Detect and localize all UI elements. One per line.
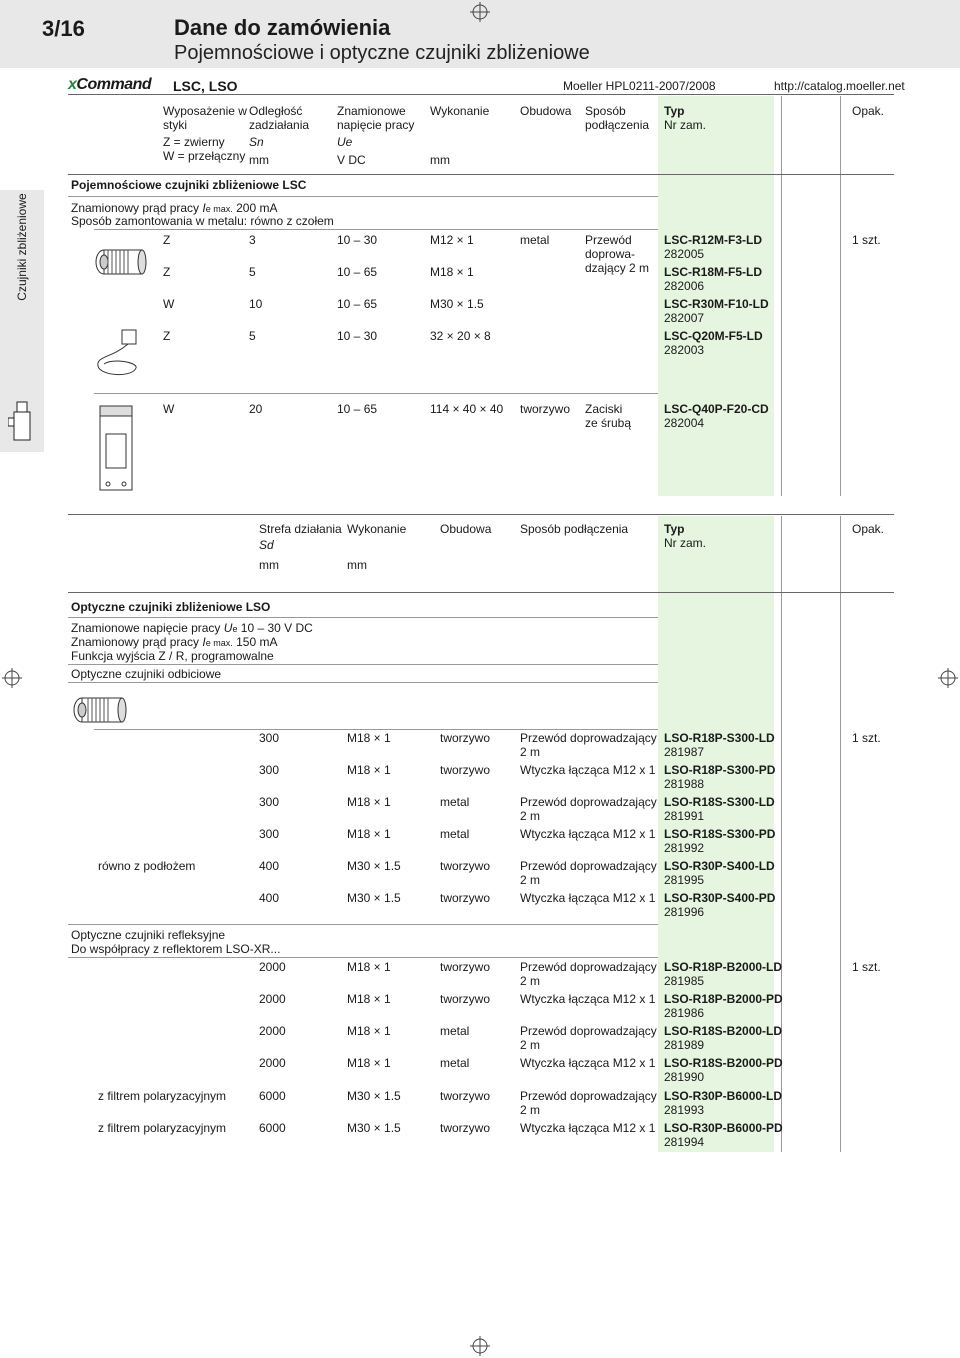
table-cell: tworzywo: [440, 891, 491, 905]
table-cell: W: [163, 297, 175, 311]
series-name: LSC, LSO: [173, 78, 238, 94]
type-code[interactable]: LSO-R30P-B6000-LD 281993: [664, 1089, 783, 1117]
table-cell: 300: [259, 827, 280, 841]
lso-header-connection: Sposób podłączenia: [520, 522, 629, 536]
divider: [94, 393, 658, 394]
table-cell: M30 × 1.5: [347, 891, 401, 905]
table-cell: tworzywo: [440, 763, 491, 777]
table-cell: M30 × 1.5: [347, 859, 401, 873]
divider: [68, 514, 894, 515]
table-cell: 6000: [259, 1121, 286, 1135]
table-cell: M12 × 1: [430, 233, 474, 247]
lso-header-range: Strefa działania Sd mm: [259, 522, 342, 572]
table-cell: 10 – 65: [337, 265, 378, 279]
optical-sensor-icon: [70, 688, 134, 728]
lsc-header-design: Wykonanie mm: [430, 104, 490, 167]
table-cell: 10 – 30: [337, 329, 378, 343]
table-cell: metal: [440, 827, 470, 841]
table-cell: metal: [440, 1024, 470, 1038]
table-cell: 10 – 65: [337, 297, 378, 311]
table-cell: tworzywo: [440, 992, 491, 1006]
lsc-rated-current: Znamionowy prąd pracy Ie max. 200 mA: [71, 201, 278, 215]
type-code[interactable]: LSO-R18P-B2000-LD 281985: [664, 960, 783, 988]
table-cell: 2000: [259, 1024, 286, 1038]
table-cell: M30 × 1.5: [347, 1089, 401, 1103]
registration-mark-icon: [938, 668, 958, 688]
page-title: Dane do zamówienia: [174, 15, 391, 40]
table-cell: Przewód doprowadzający 2 m: [520, 731, 657, 759]
table-cell: M18 × 1: [347, 992, 391, 1006]
table-cell: 400: [259, 891, 280, 905]
type-code[interactable]: LSO-R18S-S300-PD 281992: [664, 827, 776, 855]
divider: [68, 617, 658, 618]
table-cell: 114 × 40 × 40: [430, 402, 504, 416]
registration-mark-icon: [2, 668, 22, 688]
table-cell: metal: [520, 233, 550, 247]
type-code[interactable]: LSC-R12M-F3-LD 282005: [664, 233, 762, 261]
table-cell: Przewód doprowadzający 2 m: [520, 1024, 657, 1052]
table-cell: 20: [249, 402, 263, 416]
type-column-highlight: [658, 96, 774, 496]
lsc-header-contacts: Wyposażenie w styki Z = zwierny W = przełączny: [163, 104, 247, 163]
lsc-header-housing: Obudowa: [520, 104, 572, 118]
divider: [68, 664, 658, 665]
table-cell: Z: [163, 233, 171, 247]
table-cell: 2000: [259, 1056, 286, 1070]
table-cell: M30 × 1.5: [347, 1121, 401, 1135]
page-subtitle: Pojemnościowe i optyczne czujniki zbliżeniowe: [174, 42, 590, 64]
table-cell: Wtyczka łącząca M12 x 1: [520, 1056, 656, 1070]
registration-mark-icon: [470, 2, 490, 22]
lso-rated-current: Znamionowy prąd pracy Ie max. 150 mA: [71, 635, 278, 649]
table-cell: 6000: [259, 1089, 286, 1103]
table-cell: metal: [440, 1056, 470, 1070]
table-cell: Przewód doprowa- dzający 2 m: [585, 233, 650, 275]
catalog-reference: Moeller HPL0211-2007/2008: [563, 79, 716, 93]
lso-output-function: Funkcja wyjścia Z / R, programowalne: [71, 649, 274, 663]
lsc-header-type: Typ Nr zam.: [664, 104, 706, 132]
lso-rated-voltage: Znamionowe napięcie pracy Ue 10 – 30 V DC: [71, 621, 313, 635]
type-code[interactable]: LSO-R18P-B2000-PD 281986: [664, 992, 783, 1020]
table-cell: 10 – 65: [337, 402, 378, 416]
table-cell: 1 szt.: [852, 233, 881, 247]
table-cell: M18 × 1: [347, 795, 391, 809]
type-code[interactable]: LSC-Q20M-F5-LD 282003: [664, 329, 763, 357]
table-cell: 5: [249, 265, 256, 279]
table-cell: 5: [249, 329, 256, 343]
type-code[interactable]: LSO-R18P-S300-PD 281988: [664, 763, 776, 791]
table-cell: Przewód doprowadzający 2 m: [520, 1089, 657, 1117]
table-cell: metal: [440, 795, 470, 809]
type-code[interactable]: LSC-R18M-F5-LD 282006: [664, 265, 762, 293]
catalog-url[interactable]: http://catalog.moeller.net: [774, 79, 905, 93]
table-cell: Z: [163, 265, 171, 279]
type-code[interactable]: LSC-Q40P-F20-CD 282004: [664, 402, 769, 430]
side-tab-label: Czujniki zbliżeniowe: [15, 193, 29, 301]
table-cell: tworzywo: [440, 1121, 491, 1135]
table-cell: Wtyczka łącząca M12 x 1: [520, 827, 656, 841]
brand-logo: xCommand: [68, 76, 152, 93]
table-cell: M18 × 1: [347, 763, 391, 777]
table-cell: 1 szt.: [852, 960, 881, 974]
type-code[interactable]: LSO-R18S-B2000-PD 281990: [664, 1056, 783, 1084]
table-note: z filtrem polaryzacyjnym: [98, 1089, 227, 1103]
lsc-header-pack: Opak.: [852, 104, 885, 118]
type-code[interactable]: LSO-R18S-S300-LD 281991: [664, 795, 775, 823]
lso-header-housing: Obudowa: [440, 522, 492, 536]
divider: [68, 174, 894, 175]
lsc-mounting: Sposób zamontowania w metalu: równo z czołem: [71, 214, 334, 228]
table-cell: tworzywo: [440, 859, 491, 873]
lso-header-type: Typ Nr zam.: [664, 522, 706, 550]
table-cell: 300: [259, 763, 280, 777]
table-cell: tworzywo: [440, 1089, 491, 1103]
table-cell: Przewód doprowadzający 2 m: [520, 960, 657, 988]
divider: [68, 196, 658, 197]
lso-group-diffuse: Optyczne czujniki odbiciowe: [71, 667, 222, 681]
table-cell: 3: [249, 233, 256, 247]
limit-switch-icon: [8, 398, 36, 442]
table-cell: 10: [249, 297, 263, 311]
column-divider: [840, 516, 841, 1152]
table-cell: Wtyczka łącząca M12 x 1: [520, 763, 656, 777]
type-code[interactable]: LSC-R30M-F10-LD 282007: [664, 297, 769, 325]
lsc-header-connection: Sposób podłączenia: [585, 104, 650, 132]
lso-group-reflex: Optyczne czujniki refleksyjne Do współpracy z reflektorem LSO-XR...: [71, 928, 281, 956]
table-cell: Przewód doprowadzający 2 m: [520, 859, 657, 887]
table-cell: 10 – 30: [337, 233, 378, 247]
table-cell: 300: [259, 731, 280, 745]
lsc-section-title: Pojemnościowe czujniki zbliżeniowe LSC: [71, 178, 307, 192]
table-note: z filtrem polaryzacyjnym: [98, 1121, 227, 1135]
divider: [94, 729, 658, 730]
table-cell: 32 × 20 × 8: [430, 329, 491, 343]
divider: [68, 592, 894, 593]
table-cell: 2000: [259, 992, 286, 1006]
type-code[interactable]: LSO-R30P-B6000-PD 281994: [664, 1121, 783, 1149]
rectangular-sensor-icon: [92, 328, 152, 380]
type-code[interactable]: LSO-R30P-S400-PD 281996: [664, 891, 776, 919]
table-cell: 300: [259, 795, 280, 809]
divider: [68, 682, 658, 683]
table-cell: Wtyczka łącząca M12 x 1: [520, 891, 656, 905]
registration-mark-icon: [470, 1336, 490, 1356]
type-code[interactable]: LSO-R30P-S400-LD 281995: [664, 859, 775, 887]
table-cell: 400: [259, 859, 280, 873]
block-sensor-icon: [96, 404, 136, 494]
table-cell: M18 × 1: [347, 960, 391, 974]
table-cell: tworzywo: [440, 731, 491, 745]
lso-section-title: Optyczne czujniki zbliżeniowe LSO: [71, 600, 271, 614]
table-cell: M18 × 1: [347, 1056, 391, 1070]
lsc-header-distance: Odległość zadziałania Sn mm: [249, 104, 310, 167]
lso-header-design: Wykonanie mm: [347, 522, 407, 572]
divider: [68, 957, 658, 958]
table-cell: Z: [163, 329, 171, 343]
table-cell: M30 × 1.5: [430, 297, 484, 311]
table-cell: Zaciski ze śrubą: [585, 402, 632, 430]
cylindrical-sensor-icon: [92, 236, 152, 280]
table-note: równo z podłożem: [98, 859, 196, 873]
divider: [68, 924, 658, 925]
lso-header-pack: Opak.: [852, 522, 885, 536]
table-cell: Wtyczka łącząca M12 x 1: [520, 1121, 656, 1135]
type-code[interactable]: LSO-R18S-B2000-LD 281989: [664, 1024, 783, 1052]
divider: [68, 94, 894, 95]
divider: [94, 229, 658, 230]
table-cell: tworzywo: [520, 402, 571, 416]
column-divider: [781, 96, 782, 496]
table-cell: M18 × 1: [347, 731, 391, 745]
table-cell: Wtyczka łącząca M12 x 1: [520, 992, 656, 1006]
column-divider: [840, 96, 841, 496]
lsc-header-voltage: Znamionowe napięcie pracy Ue V DC: [337, 104, 415, 167]
table-cell: 1 szt.: [852, 731, 881, 745]
table-cell: 2000: [259, 960, 286, 974]
table-cell: W: [163, 402, 175, 416]
table-cell: M18 × 1: [430, 265, 474, 279]
table-cell: Przewód doprowadzający 2 m: [520, 795, 657, 823]
table-cell: tworzywo: [440, 960, 491, 974]
table-cell: M18 × 1: [347, 827, 391, 841]
type-code[interactable]: LSO-R18P-S300-LD 281987: [664, 731, 775, 759]
page-number: 3/16: [42, 16, 85, 41]
table-cell: M18 × 1: [347, 1024, 391, 1038]
